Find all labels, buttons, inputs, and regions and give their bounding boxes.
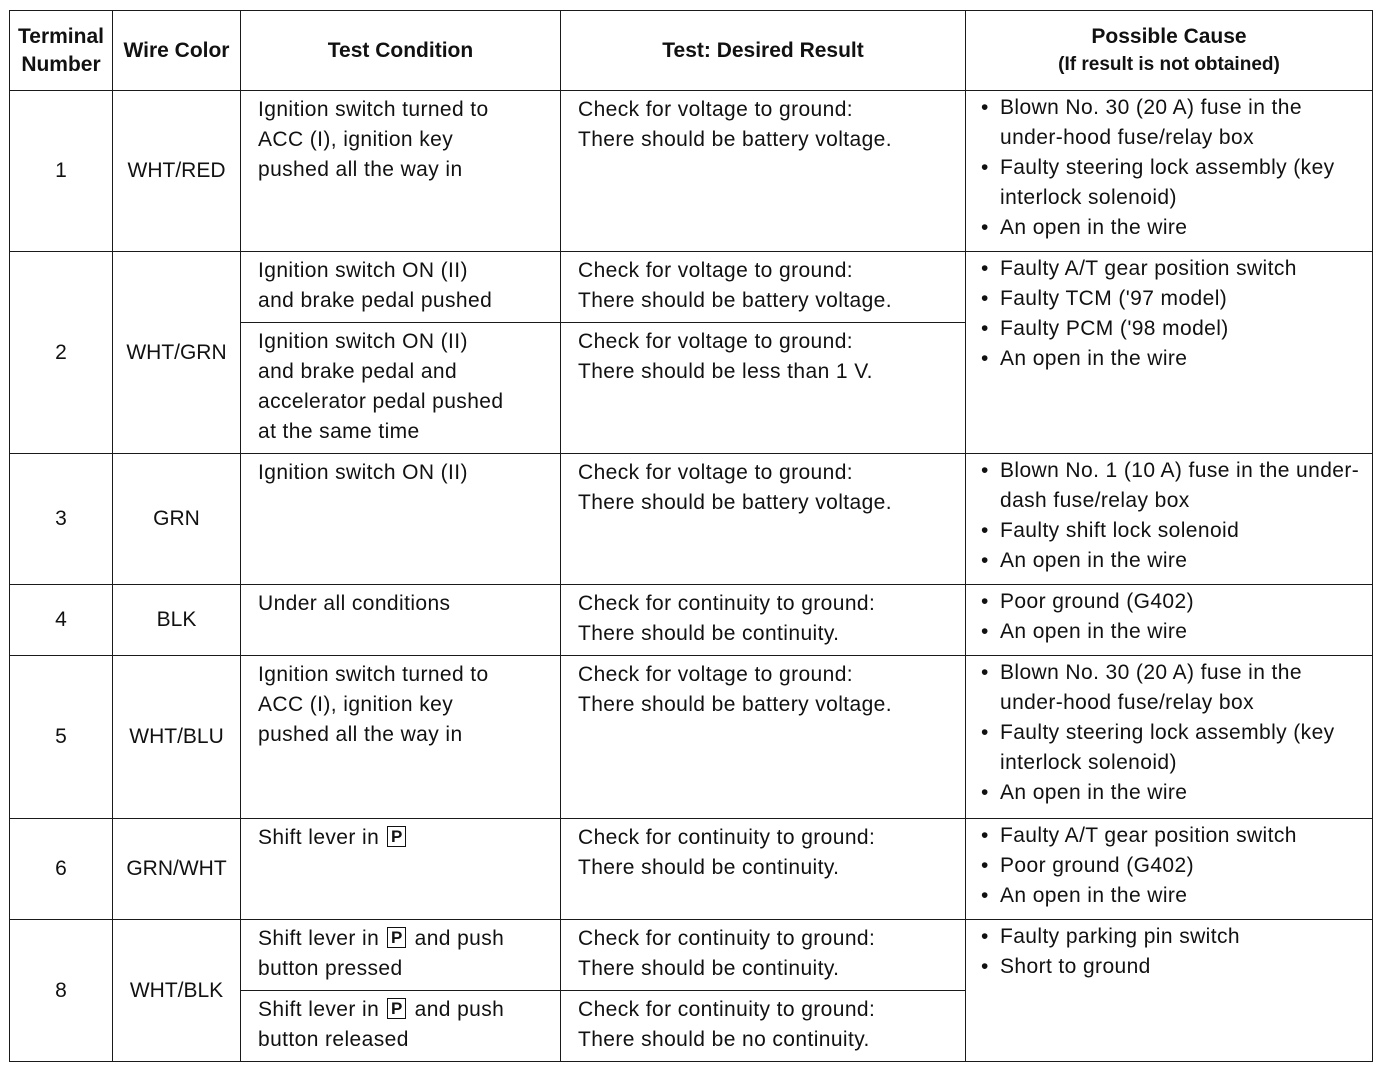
- cause-list-item: • Faulty steering lock assembly (key interlock solenoid): [978, 718, 1364, 778]
- diagnosis-table: [9, 10, 1373, 1062]
- cause-list-item: • An open in the wire: [978, 617, 1364, 647]
- cause-list-item: • Faulty steering lock assembly (key interlock solenoid): [978, 153, 1364, 213]
- possible-cause-cell: [966, 454, 1373, 585]
- cause-list-item: • Short to ground: [978, 952, 1364, 982]
- park-position-symbol: P: [387, 998, 406, 1019]
- desired-result-cell: Check for voltage to ground: There should be battery voltage.: [561, 656, 966, 819]
- park-position-symbol: P: [387, 927, 406, 948]
- header-terminal-line1: Terminal: [18, 24, 104, 48]
- wire-color-cell: BLK: [113, 585, 241, 656]
- table-row: [10, 585, 1373, 656]
- wire-color-cell: GRN: [113, 454, 241, 585]
- desired-result-cell: Check for continuity to ground: There should be continuity.: [561, 585, 966, 656]
- cause-list: [978, 93, 1364, 243]
- test-condition-cell: Ignition switch ON (II) and brake pedal and accelerator pedal pushed at the same time: [241, 323, 561, 454]
- test-condition-cell: Shift lever in P and push button pressed: [241, 920, 561, 991]
- cause-list: [978, 456, 1364, 576]
- test-condition-cell: Ignition switch turned to ACC (I), ignition key pushed all the way in: [241, 91, 561, 252]
- header-cause-line1: Possible Cause: [1091, 24, 1247, 48]
- header-test-condition: Test Condition: [241, 11, 561, 91]
- cause-list: [978, 922, 1364, 982]
- cause-list: [978, 821, 1364, 911]
- cause-list-item: • An open in the wire: [978, 344, 1364, 374]
- table-row: [10, 252, 1373, 323]
- cause-list-item: • An open in the wire: [978, 213, 1364, 243]
- cause-list: [978, 587, 1364, 647]
- wire-color-cell: WHT/BLK: [113, 920, 241, 1062]
- table-header: [10, 11, 1373, 91]
- cause-list-item: • An open in the wire: [978, 778, 1364, 808]
- test-condition-cell: Shift lever in P: [241, 819, 561, 920]
- desired-result-cell: Check for voltage to ground: There should be battery voltage.: [561, 252, 966, 323]
- terminal-number-cell: 6: [10, 819, 113, 920]
- cause-list-item: • Faulty A/T gear position switch: [978, 821, 1364, 851]
- desired-result-cell: Check for continuity to ground: There should be no continuity.: [561, 991, 966, 1062]
- terminal-number-cell: 3: [10, 454, 113, 585]
- possible-cause-cell: [966, 91, 1373, 252]
- cause-list-item: • An open in the wire: [978, 546, 1364, 576]
- wire-color-cell: GRN/WHT: [113, 819, 241, 920]
- cause-list-item: • Blown No. 30 (20 A) fuse in the under-hood fuse/relay box: [978, 93, 1364, 153]
- cause-list-item: • Blown No. 1 (10 A) fuse in the under-dash fuse/relay box: [978, 456, 1364, 516]
- header-row: [10, 11, 1373, 91]
- park-position-symbol: P: [387, 826, 406, 847]
- desired-result-cell: Check for voltage to ground: There should be battery voltage.: [561, 91, 966, 252]
- cause-list: [978, 658, 1364, 808]
- test-condition-cell: Ignition switch ON (II): [241, 454, 561, 585]
- cause-list-item: • Faulty shift lock solenoid: [978, 516, 1364, 546]
- possible-cause-cell: [966, 656, 1373, 819]
- cause-list-item: • Poor ground (G402): [978, 587, 1364, 617]
- terminal-number-cell: 1: [10, 91, 113, 252]
- cause-list-item: • Poor ground (G402): [978, 851, 1364, 881]
- possible-cause-cell: [966, 819, 1373, 920]
- cause-list-item: • Faulty parking pin switch: [978, 922, 1364, 952]
- desired-result-cell: Check for voltage to ground: There should be battery voltage.: [561, 454, 966, 585]
- test-condition-cell: Shift lever in P and push button released: [241, 991, 561, 1062]
- table-row: [10, 454, 1373, 585]
- terminal-number-cell: 2: [10, 252, 113, 454]
- desired-result-cell: Check for continuity to ground: There should be continuity.: [561, 920, 966, 991]
- wire-color-cell: WHT/GRN: [113, 252, 241, 454]
- header-terminal-line2: Number: [21, 52, 101, 76]
- table-row: [10, 91, 1373, 252]
- terminal-number-cell: 5: [10, 656, 113, 819]
- header-desired-result: Test: Desired Result: [561, 11, 966, 91]
- terminal-number-cell: 8: [10, 920, 113, 1062]
- wire-color-cell: WHT/RED: [113, 91, 241, 252]
- test-condition-cell: Ignition switch ON (II) and brake pedal pushed: [241, 252, 561, 323]
- header-cause-line2: (If result is not obtained): [1058, 53, 1280, 75]
- wire-color-cell: WHT/BLU: [113, 656, 241, 819]
- cause-list-item: • Blown No. 30 (20 A) fuse in the under-hood fuse/relay box: [978, 658, 1364, 718]
- table-row: [10, 656, 1373, 819]
- table-row: [10, 920, 1373, 991]
- cause-list-item: • An open in the wire: [978, 881, 1364, 911]
- terminal-number-cell: 4: [10, 585, 113, 656]
- cause-list: [978, 254, 1364, 374]
- desired-result-cell: Check for continuity to ground: There should be continuity.: [561, 819, 966, 920]
- header-possible-cause: [966, 11, 1373, 91]
- cause-list-item: • Faulty A/T gear position switch: [978, 254, 1364, 284]
- header-wire-color: Wire Color: [113, 11, 241, 91]
- header-terminal-number: [10, 11, 113, 91]
- possible-cause-cell: [966, 252, 1373, 454]
- possible-cause-cell: [966, 585, 1373, 656]
- cause-list-item: • Faulty PCM ('98 model): [978, 314, 1364, 344]
- cause-list-item: • Faulty TCM ('97 model): [978, 284, 1364, 314]
- desired-result-cell: Check for voltage to ground: There should be less than 1 V.: [561, 323, 966, 454]
- possible-cause-cell: [966, 920, 1373, 1062]
- test-condition-cell: Ignition switch turned to ACC (I), ignition key pushed all the way in: [241, 656, 561, 819]
- table-row: [10, 819, 1373, 920]
- test-condition-cell: Under all conditions: [241, 585, 561, 656]
- table-body: [10, 91, 1373, 1062]
